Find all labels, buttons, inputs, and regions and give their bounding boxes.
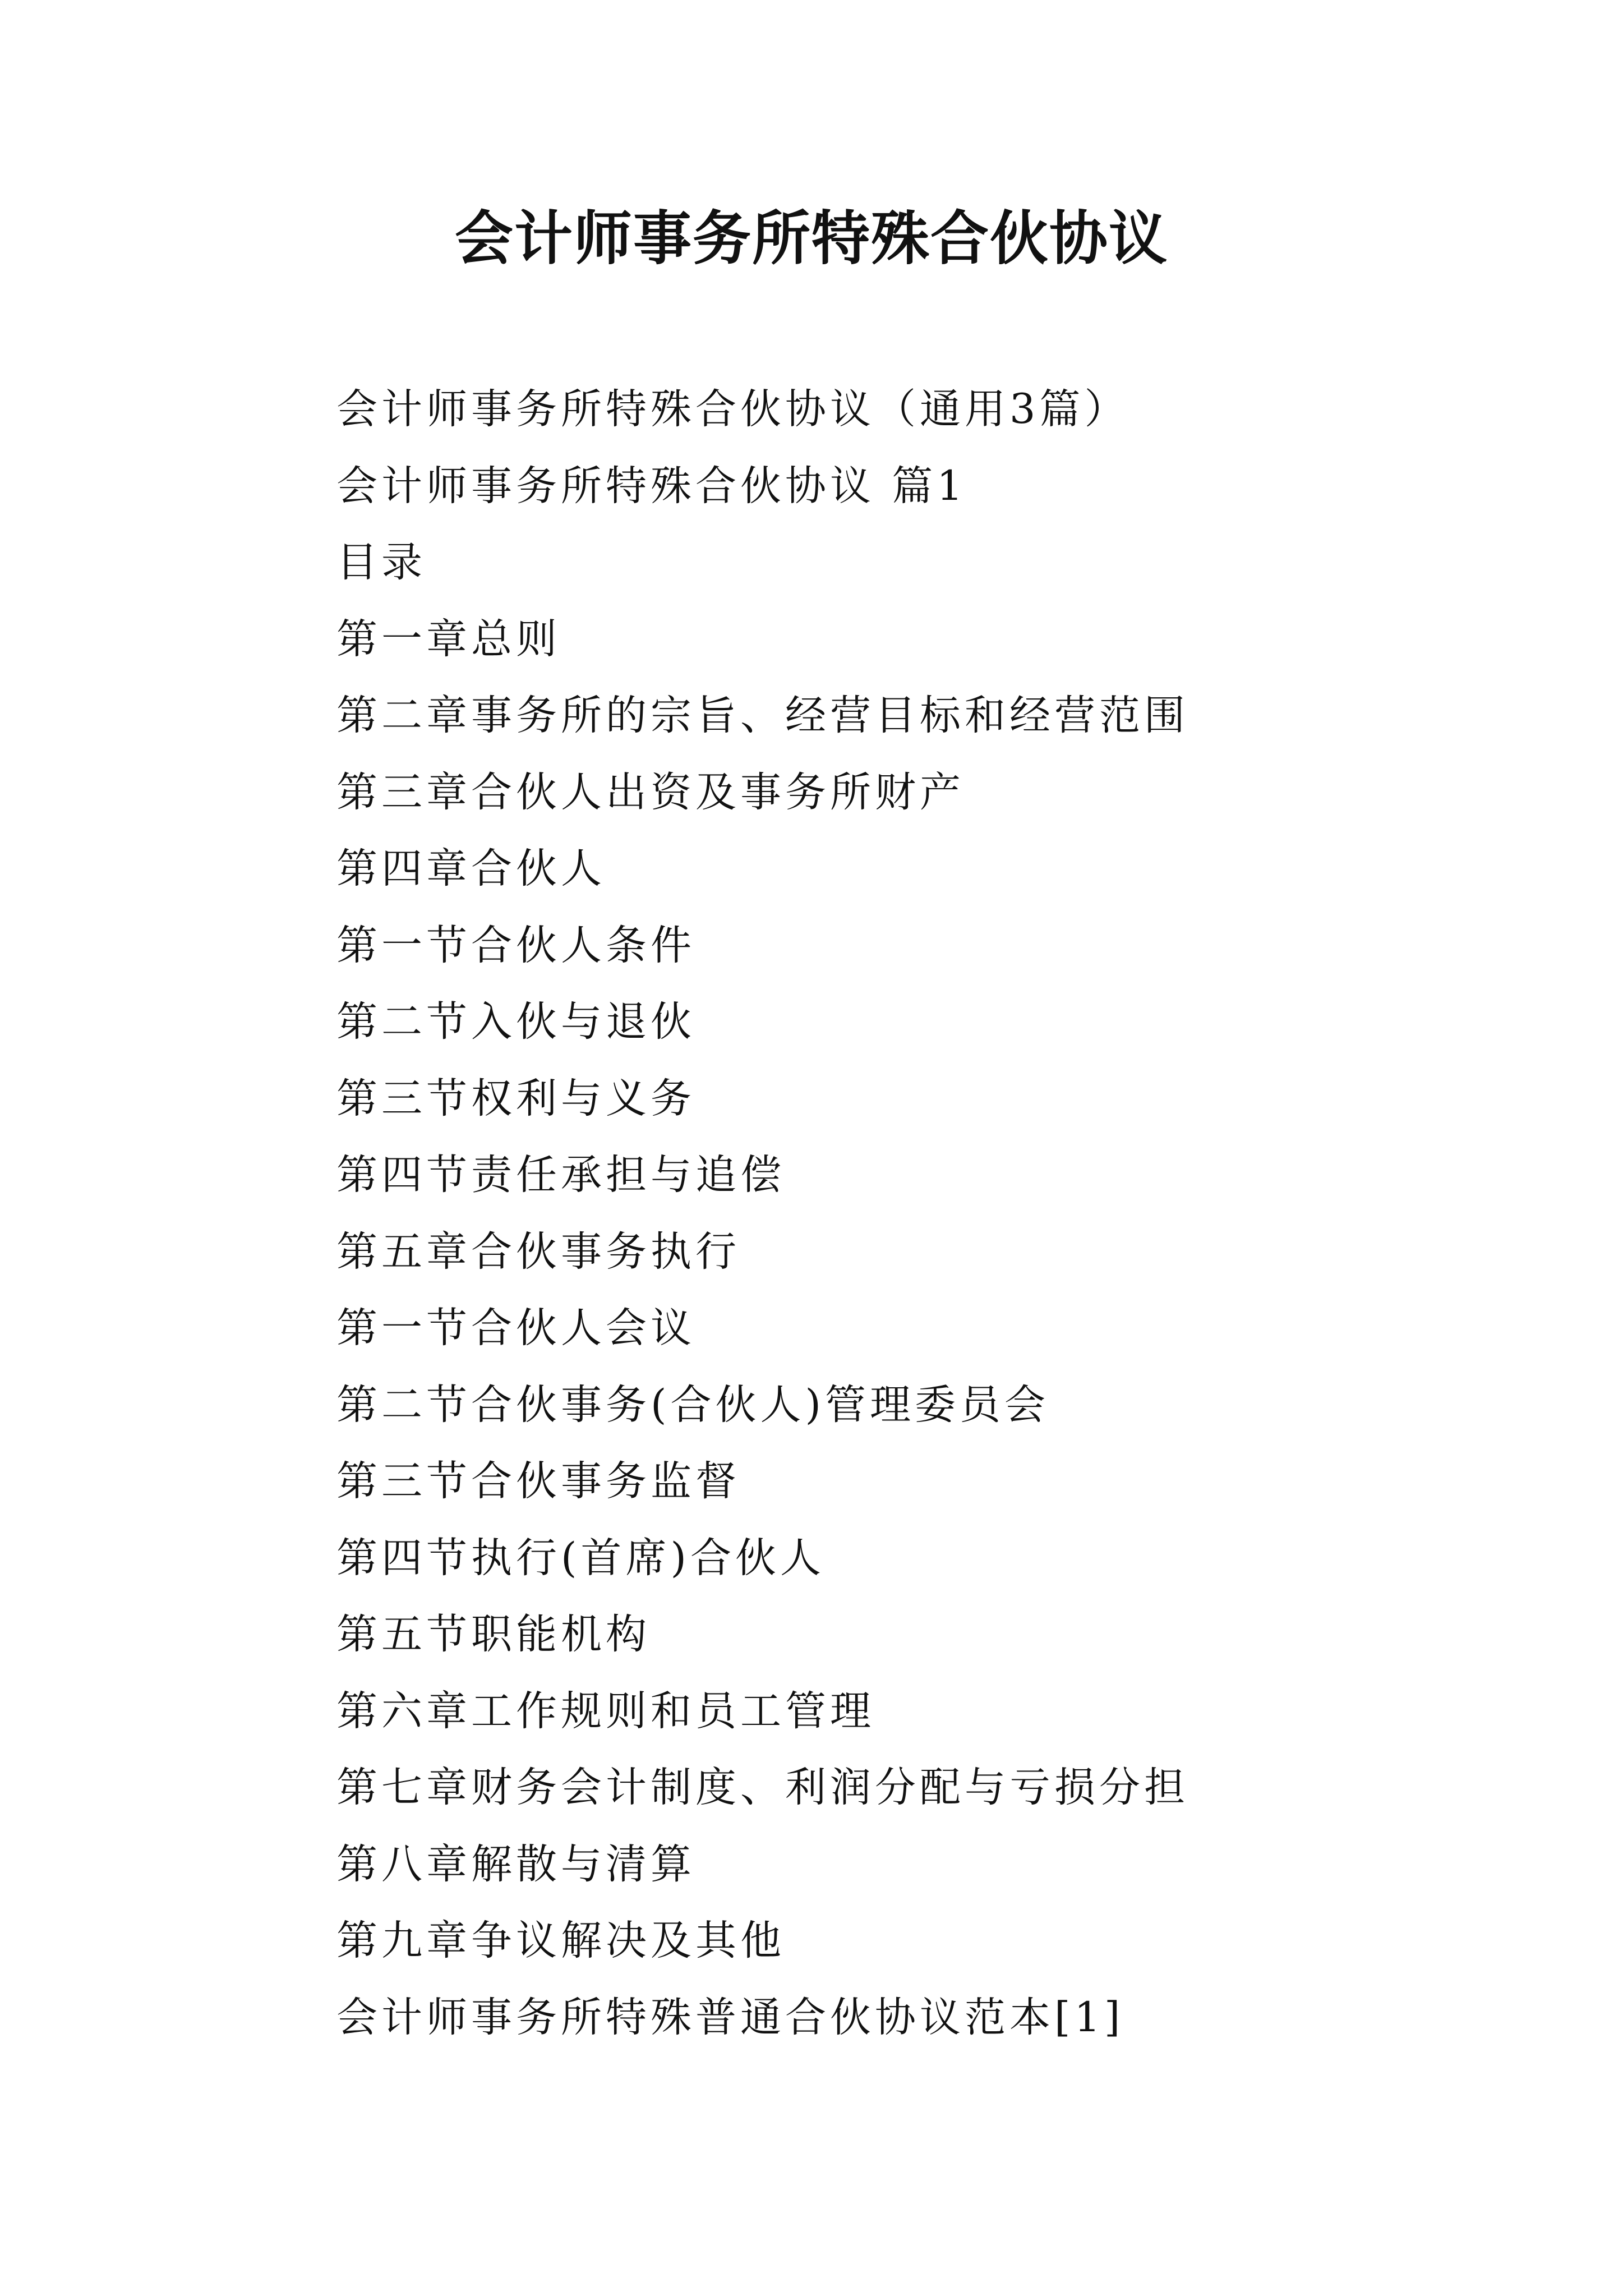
toc-item: 第七章财务会计制度、利润分配与亏损分担 bbox=[336, 1764, 1189, 1811]
toc-item: 第一节合伙人会议 bbox=[336, 1304, 695, 1352]
toc-item: 第四节责任承担与追偿 bbox=[336, 1151, 785, 1199]
document-heading-line: 会计师事务所特殊合伙协议 篇1 bbox=[336, 462, 967, 510]
toc-item: 第三章合伙人出资及事务所财产 bbox=[336, 768, 965, 816]
toc-item: 第五章合伙事务执行 bbox=[336, 1227, 740, 1276]
toc-item: 第九章争议解决及其他 bbox=[336, 1917, 785, 1964]
toc-item: 第一章总则 bbox=[336, 615, 561, 663]
document-body bbox=[336, 371, 1514, 2056]
toc-item: 第三节权利与义务 bbox=[336, 1074, 695, 1122]
toc-item: 第四章合伙人 bbox=[336, 845, 606, 892]
toc-item: 第一节合伙人条件 bbox=[336, 921, 695, 969]
toc-item: 第八章解散与清算 bbox=[336, 1840, 695, 1888]
toc-item: 第二节合伙事务(合伙人)管理委员会 bbox=[336, 1381, 1049, 1429]
document-title: 会计师事务所特殊合伙协议 bbox=[454, 204, 1168, 273]
toc-item: 第二章事务所的宗旨、经营目标和经营范围 bbox=[336, 692, 1189, 739]
toc-item: 第四节执行(首席)合伙人 bbox=[336, 1534, 825, 1582]
document-heading-line: 会计师事务所特殊合伙协议（通用3篇） bbox=[336, 385, 1129, 433]
document-body-line: 会计师事务所特殊普通合伙协议范本[1] bbox=[336, 1993, 1124, 2041]
toc-item: 第五节职能机构 bbox=[336, 1611, 651, 1658]
toc-heading: 目录 bbox=[336, 539, 426, 586]
toc-item: 第六章工作规则和员工管理 bbox=[336, 1687, 875, 1735]
toc-item: 第三节合伙事务监督 bbox=[336, 1457, 740, 1505]
toc-item: 第二节入伙与退伙 bbox=[336, 998, 695, 1046]
